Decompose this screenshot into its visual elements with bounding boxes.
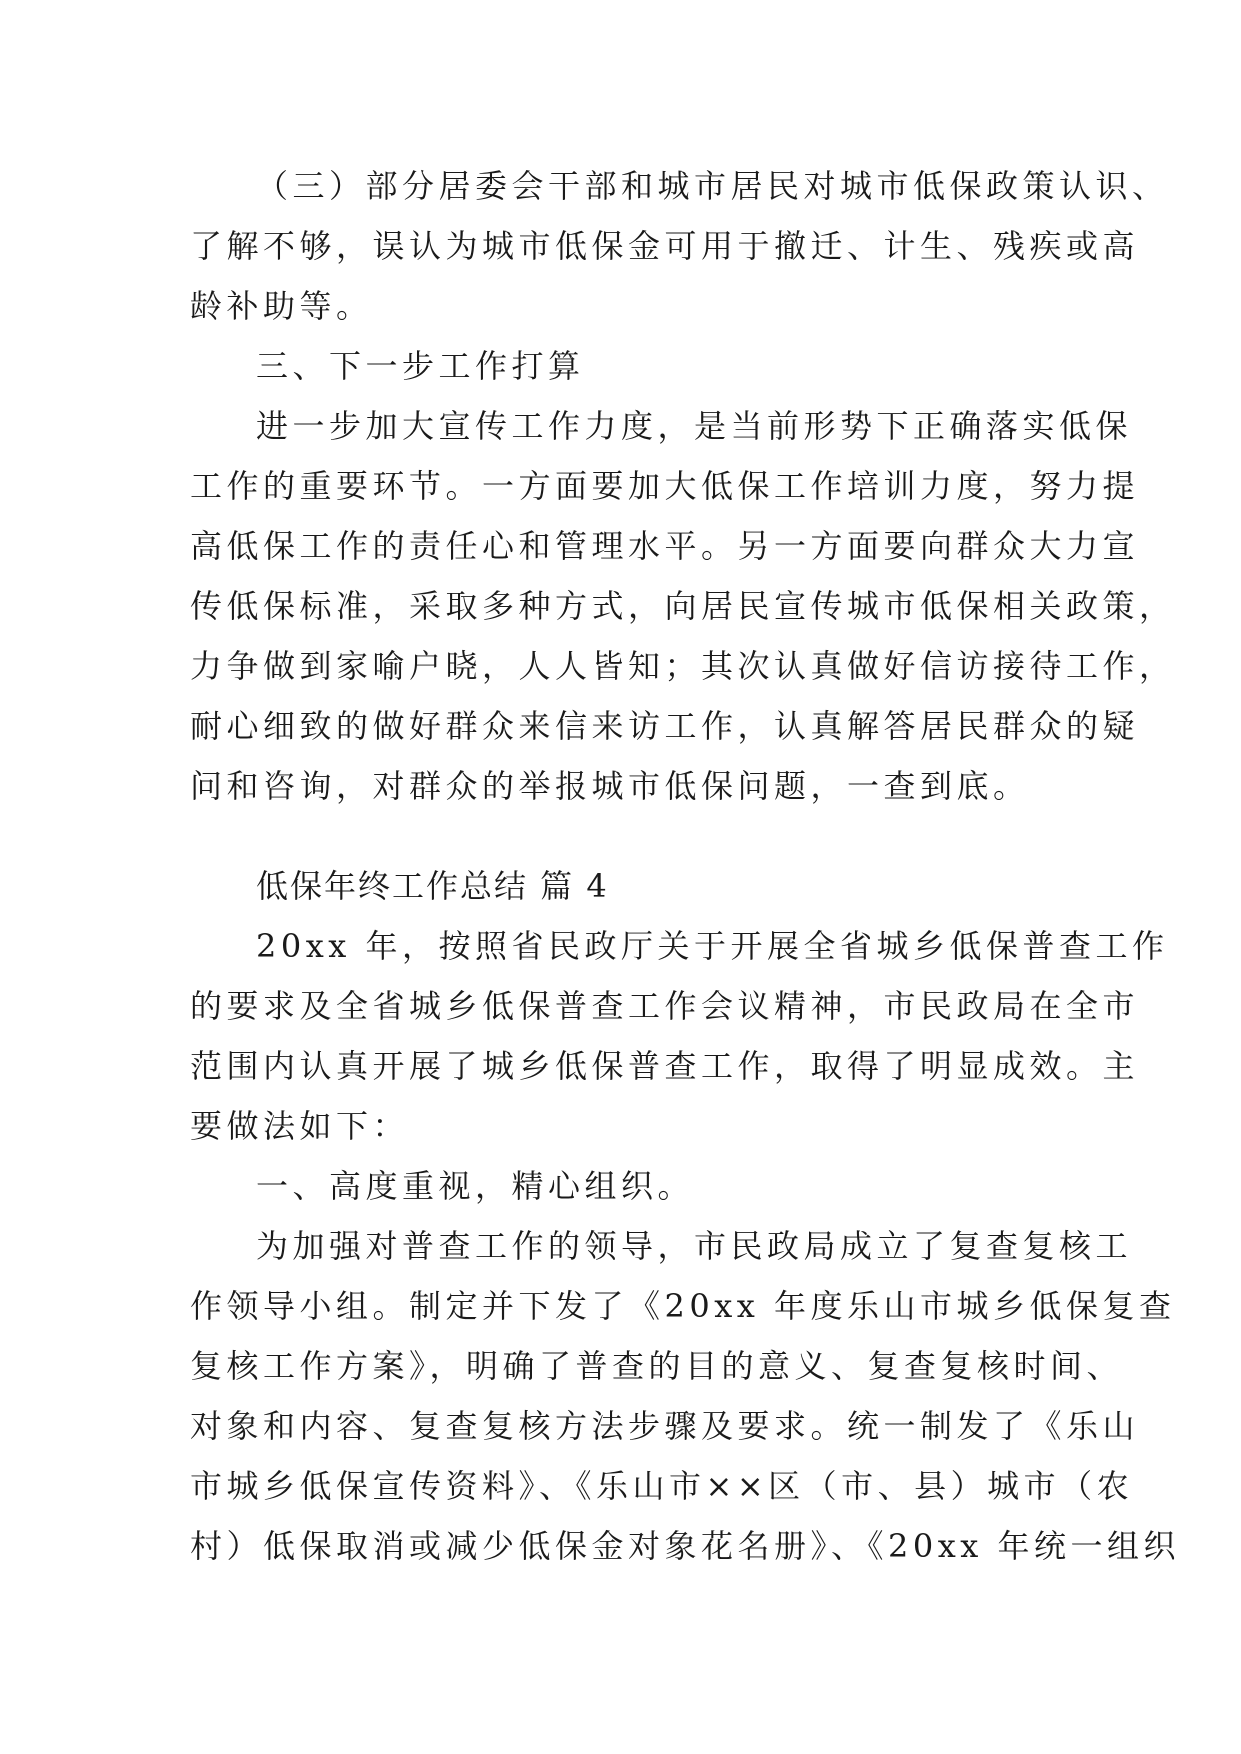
paragraph-line: 对象和内容、复查复核方法步骤及要求。统一制发了《乐山 bbox=[190, 1407, 1140, 1445]
paragraph-line: 了解不够，误认为城市低保金可用于撤迁、计生、残疾或高 bbox=[190, 227, 1140, 265]
paragraph-line: 村）低保取消或减少低保金对象花名册》、《20xx 年统一组织 bbox=[190, 1527, 1180, 1565]
paragraph-line: 传低保标准，采取多种方式，向居民宣传城市低保相关政策， bbox=[190, 587, 1176, 625]
paragraph-line: 工作的重要环节。一方面要加大低保工作培训力度，努力提 bbox=[190, 467, 1140, 505]
paragraph-line: 范围内认真开展了城乡低保普查工作，取得了明显成效。主 bbox=[190, 1047, 1140, 1085]
paragraph-line: 20xx 年，按照省民政厅关于开展全省城乡低保普查工作 bbox=[256, 927, 1169, 965]
paragraph-line: 复核工作方案》，明确了普查的目的意义、复查复核时间、 bbox=[190, 1347, 1124, 1385]
section-heading: 一、高度重视，精心组织。 bbox=[256, 1167, 695, 1205]
paragraph-line: 要做法如下： bbox=[190, 1107, 410, 1145]
paragraph-line: 市城乡低保宣传资料》、《乐山市××区（市、县）城市（农 bbox=[190, 1467, 1134, 1505]
paragraph-line: 进一步加大宣传工作力度，是当前形势下正确落实低保 bbox=[256, 407, 1133, 445]
paragraph-line: 作领导小组。制定并下发了《20xx 年度乐山市城乡低保复查 bbox=[190, 1287, 1176, 1325]
paragraph-line: 高低保工作的责任心和管理水平。另一方面要向群众大力宣 bbox=[190, 527, 1140, 565]
paragraph-line: 问和咨询，对群众的举报城市低保问题，一查到底。 bbox=[190, 767, 1030, 805]
paragraph-line: 的要求及全省城乡低保普查工作会议精神，市民政局在全市 bbox=[190, 987, 1140, 1025]
paragraph-line: 为加强对普查工作的领导，市民政局成立了复查复核工 bbox=[256, 1227, 1133, 1265]
section-heading: 三、下一步工作打算 bbox=[256, 347, 585, 385]
paragraph-line: （三）部分居委会干部和城市居民对城市低保政策认识、 bbox=[256, 167, 1169, 205]
paragraph-line: 力争做到家喻户晓，人人皆知；其次认真做好信访接待工作， bbox=[190, 647, 1176, 685]
article-title: 低保年终工作总结 篇 4 bbox=[256, 867, 609, 905]
paragraph-line: 耐心细致的做好群众来信来访工作，认真解答居民群众的疑 bbox=[190, 707, 1140, 745]
paragraph-line: 龄补助等。 bbox=[190, 287, 373, 325]
